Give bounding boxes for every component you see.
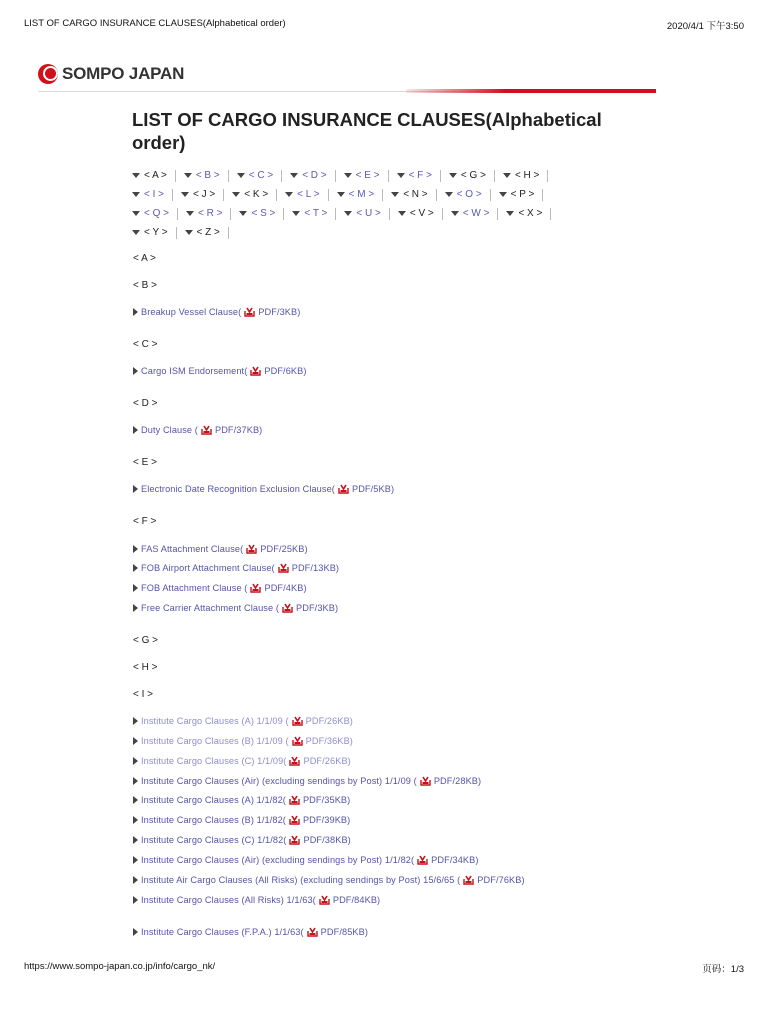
sompo-logo-icon [38,64,58,84]
alphabet-index-label: < V > [409,208,434,219]
section-heading: < G > [133,635,159,646]
clause-pdf-size: PDF/85KB) [320,927,369,937]
page-title: LIST OF CARGO INSURANCE CLAUSES(Alphabetical order) [132,109,602,153]
pdf-download-icon [463,875,474,885]
section-heading: < F > [133,516,157,527]
print-footer-url: https://www.sompo-japan.co.jp/info/cargo_nk/ [24,961,216,972]
clause-pdf-size: PDF/25KB) [260,544,308,554]
alphabet-index-label: < G > [460,170,486,181]
clause-pdf-size: PDF/35KB) [302,795,351,805]
clause-title: Cargo ISM Endorsement( [141,366,248,376]
section-heading: < E > [133,457,157,468]
clause-pdf-size: PDF/76KB) [477,875,525,885]
clause-link[interactable] [133,774,481,788]
triangle-right-icon [133,426,138,434]
clause-pdf-size: PDF/5KB) [351,484,395,494]
section-heading: < D > [133,398,158,409]
pdf-download-icon [278,563,289,573]
clause-link[interactable] [133,542,308,556]
pdf-download-icon [417,855,428,865]
clause-title: Institute Air Cargo Clauses (All Risks) (excluding sendings by Post) 15/6/65 ( [141,875,461,885]
alphabet-index-label: < Z > [196,227,220,238]
clause-title: Free Carrier Attachment Clause ( [141,603,279,613]
triangle-right-icon [133,717,138,725]
alphabet-index-label: < L > [297,189,320,200]
alphabet-index-label: < D > [302,170,327,181]
triangle-right-icon [133,367,138,375]
triangle-right-icon [133,856,138,864]
triangle-right-icon [133,757,138,765]
clause-title: Breakup Vessel Clause( [141,307,242,317]
alphabet-index-label: < S > [251,208,276,219]
clause-title: Institute Cargo Clauses (C) 1/1/82( [141,835,287,845]
clause-link[interactable] [133,581,307,595]
pdf-download-icon [282,603,293,613]
triangle-right-icon [133,545,138,553]
clause-title: Institute Cargo Clauses (All Risks) 1/1/63( [141,895,316,905]
triangle-right-icon [133,604,138,612]
clause-pdf-size: PDF/37KB) [214,425,263,435]
clause-link[interactable] [133,734,353,748]
alphabet-index-label: < E > [355,170,380,181]
pdf-download-icon [307,927,318,937]
alphabet-index-label: < J > [193,189,216,200]
clause-title: Institute Cargo Clauses (A) 1/1/09 ( [141,716,289,726]
clause-title: Institute Cargo Clauses (Air) (excluding sendings by Post) 1/1/09 ( [141,776,417,786]
section-heading: < A > [133,253,156,264]
pdf-download-icon [292,736,303,746]
section-heading: < H > [133,662,158,673]
alphabet-index-label: < K > [244,189,269,200]
clause-link[interactable] [133,423,262,437]
alphabet-index-label: < B > [195,170,220,181]
section-heading: < I > [133,689,154,700]
clause-link[interactable] [133,793,350,807]
alphabet-index-label: < P > [510,189,535,200]
print-footer-page: 页码：1/3 [702,964,744,975]
clause-pdf-size: PDF/36KB) [305,736,353,746]
clause-link[interactable] [133,873,525,887]
alphabet-index-label: < N > [403,189,428,200]
alphabet-index-label: < U > [356,208,381,219]
clause-pdf-size: PDF/38KB) [303,835,351,845]
clause-pdf-size: PDF/26KB) [305,716,353,726]
clause-title: Institute Cargo Clauses (F.P.A.) 1/1/63( [141,927,304,937]
clause-pdf-size: PDF/84KB) [332,895,381,905]
alphabet-index-label: < C > [248,170,274,181]
pdf-download-icon [250,583,261,593]
triangle-right-icon [133,836,138,844]
pdf-download-icon [244,307,255,317]
alphabet-index-label: < M > [348,189,375,200]
clause-link[interactable] [133,601,338,615]
clause-pdf-size: PDF/4KB) [264,583,307,593]
clause-link[interactable] [133,833,351,847]
clause-pdf-size: PDF/3KB) [258,307,301,317]
clause-link[interactable] [133,754,351,768]
alphabet-index-label: < O > [456,189,482,200]
triangle-right-icon [133,777,138,785]
pdf-download-icon [289,835,300,845]
clause-title: Institute Cargo Clauses (A) 1/1/82( [141,795,286,805]
clause-pdf-size: PDF/6KB) [264,366,307,376]
print-footer [24,961,744,975]
triangle-right-icon [133,896,138,904]
alphabet-index-label: < I > [144,189,165,200]
section-heading: < C > [133,339,158,350]
clause-link[interactable] [133,482,394,496]
brand-name: SOMPO JAPAN [62,64,185,83]
clause-pdf-size: PDF/13KB) [291,563,340,573]
alphabet-index-label: < H > [514,170,540,181]
clause-title: Institute Cargo Clauses (C) 1/1/09( [141,756,287,766]
pdf-download-icon [319,895,330,905]
pdf-download-icon [289,756,300,766]
alphabet-index-label: < T > [304,208,328,219]
pdf-download-icon [201,425,212,435]
clause-pdf-size: PDF/3KB) [296,603,339,613]
pdf-download-icon [292,716,303,726]
triangle-right-icon [133,816,138,824]
clause-title: Institute Cargo Clauses (B) 1/1/09 ( [141,736,289,746]
alphabet-index-label: < X > [518,208,543,219]
alphabet-index-label: < R > [198,208,223,219]
alphabet-index-label: < F > [408,170,432,181]
triangle-right-icon [133,796,138,804]
triangle-right-icon [133,584,138,592]
clause-title: FAS Attachment Clause( [141,544,244,554]
clause-link[interactable] [133,305,300,319]
pdf-download-icon [420,776,431,786]
clause-title: Electronic Date Recognition Exclusion Clause( [141,484,335,494]
clause-title: Institute Cargo Clauses (B) 1/1/82( [141,815,286,825]
pdf-download-icon [246,544,257,554]
triangle-right-icon [133,485,138,493]
clause-link[interactable] [133,714,353,728]
section-heading: < B > [133,280,157,291]
clause-link[interactable] [133,813,350,827]
clause-sections [133,0,693,960]
triangle-right-icon [133,564,138,572]
triangle-right-icon [133,308,138,316]
clause-title: Institute Cargo Clauses (Air) (excluding sendings by Post) 1/1/82( [141,855,415,865]
triangle-right-icon [133,876,138,884]
clause-link[interactable] [133,925,368,939]
pdf-download-icon [289,815,300,825]
clause-pdf-size: PDF/34KB) [431,855,479,865]
pdf-download-icon [250,366,261,376]
clause-link[interactable] [133,893,380,907]
clause-title: Duty Clause ( [141,425,198,435]
clause-link[interactable] [133,364,307,378]
clause-link[interactable] [133,853,479,867]
clause-link[interactable] [133,561,339,575]
alphabet-index-label: < Q > [144,208,170,219]
clause-title: FOB Attachment Clause ( [141,583,248,593]
pdf-download-icon [338,484,349,494]
print-header-datetime: 2020/4/1 下午3:50 [666,21,744,32]
print-header-title: LIST OF CARGO INSURANCE CLAUSES(Alphabetical order) [24,18,286,29]
clause-pdf-size: PDF/26KB) [303,756,351,766]
clause-pdf-size: PDF/28KB) [433,776,482,786]
triangle-right-icon [133,737,138,745]
pdf-download-icon [289,795,300,805]
triangle-right-icon [133,928,138,936]
alphabet-index-label: < W > [462,208,490,219]
clause-title: FOB Airport Attachment Clause( [141,563,275,573]
alphabet-index-label: < Y > [144,227,168,238]
alphabet-index-label: < A > [144,170,167,181]
clause-pdf-size: PDF/39KB) [302,815,351,825]
